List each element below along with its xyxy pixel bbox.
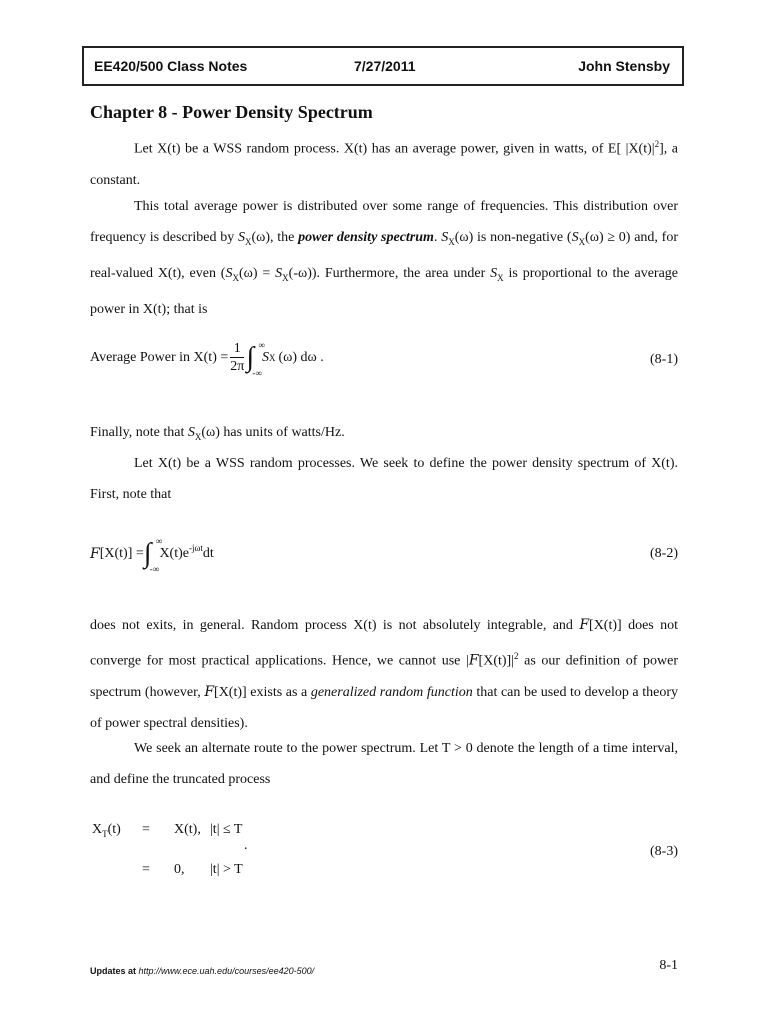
equation-8-3	[90, 822, 678, 882]
eq3-dot: .	[244, 838, 248, 853]
case-1-value: X(t),	[174, 822, 201, 837]
sx-symbol: S	[571, 230, 579, 245]
paragraph-6: We seek an alternate route to the power spectrum. Let T > 0 denote the length of a time interval, and define the truncated process	[90, 741, 678, 787]
equation-8-1	[90, 340, 678, 384]
case-2-value: 0,	[174, 862, 185, 877]
header-date: 7/27/2011	[354, 58, 416, 74]
para5-text-d: as our definition of power spectrum (however,	[90, 653, 678, 700]
fourier-operator-symbol: F	[90, 546, 100, 562]
equals-sign: =	[142, 862, 150, 877]
sx-symbol: S	[225, 265, 233, 281]
para5-text-f: that can be used to develop a theory of power spectral densities).	[90, 684, 679, 731]
para5-text-b: [X(t)] does not converge for most practical applications. Hence, we cannot use	[90, 618, 679, 669]
footer-url[interactable]: http://www.ece.uah.edu/courses/ee420-500/	[138, 966, 315, 976]
fraction	[230, 340, 244, 375]
chapter-title: Chapter 8 - Power Density Spectrum	[90, 102, 373, 122]
sx-sub: X	[194, 431, 202, 442]
fraction-numerator: 1	[230, 340, 244, 358]
fourier-operator-symbol: F	[204, 683, 215, 700]
equation-number: (8-1)	[650, 352, 678, 367]
equation-number: (8-3)	[650, 844, 678, 859]
eq3-x: X	[92, 822, 103, 837]
sx-symbol: S	[441, 230, 449, 245]
sx-sub: X	[578, 236, 586, 247]
para1-text-d: ], a constant.	[90, 141, 678, 188]
eq2-exponent: -jωt	[188, 543, 203, 553]
sx-symbol: S	[187, 425, 195, 440]
equation-8-1-body	[90, 339, 324, 378]
paragraph-1: Let X(t) be a WSS random process. X(t) has an average power, given in watts, of E[ $|X(t)|^2$], a constant.	[90, 139, 678, 188]
para3-text-b: (ω) has units of watts/Hz.	[201, 425, 345, 440]
page-number: 8-1	[659, 958, 678, 973]
case-2-condition: |t| > T	[210, 862, 243, 877]
equation-8-2	[90, 538, 678, 574]
term-generalized-random-function: generalized random function	[310, 684, 473, 700]
eq2-lhs: [X(t)] =	[99, 546, 144, 561]
para5-sup: 2	[514, 651, 519, 661]
integral-lower-limit: -∞	[252, 367, 262, 378]
integral-upper-limit: ∞	[155, 536, 163, 546]
sx-sub: X	[269, 352, 276, 363]
para2-text-c: .	[433, 230, 442, 245]
eq2-integrand: X(t)e	[159, 546, 189, 561]
footer-prefix: Updates at	[90, 966, 139, 976]
eq2-dt: dt	[202, 546, 214, 561]
para5-text-c: [X(t)]	[478, 653, 512, 669]
paragraph-5: does not exits, in general. Random process X(t) is not absolutely integrable, and F[X(t)] does not converge for most practical applications. Hence, we cannot use $|F[X(t)]|^2$ as our definition of power spectrum (however, F[X(t)] exists as a generalized random function that can be used to develop a theory of power spectral densities).	[90, 617, 679, 731]
para2-text-d: (ω) is non-negative (	[454, 230, 572, 245]
para2-text-a: This total average power is distributed over some range of frequencies. This distribution over frequency is described by	[90, 199, 678, 245]
case-1-condition: |t| ≤ T	[210, 822, 243, 837]
sx-sub: X	[232, 272, 239, 283]
course-title: EE420/500 Class Notes	[94, 58, 248, 74]
fourier-operator-symbol: F	[579, 617, 590, 633]
integral-upper-limit: ∞	[258, 339, 265, 350]
paragraph-2	[90, 191, 678, 325]
eq3-lhs	[92, 822, 121, 839]
integral-lower-limit: -∞	[149, 564, 160, 574]
para2-text-g: (-ω)). Furthermore, the area under	[288, 265, 491, 281]
term-power-density-spectrum: power density spectrum	[298, 230, 434, 245]
para3-text-a: Finally, note that	[90, 425, 188, 440]
eq1-lhs: Average Power in X(t) =	[90, 349, 229, 365]
eq3-arg: (t)	[107, 822, 121, 837]
fourier-operator-symbol: F	[468, 652, 479, 669]
eq3-sub: T	[102, 828, 108, 839]
para5-text-e: [X(t)] exists as a	[214, 684, 311, 700]
sx-symbol: S	[275, 265, 283, 281]
paragraph-4: Let X(t) be a WSS random processes. We seek to define the power density spectrum of X(t). First, note that	[90, 456, 678, 502]
sx-symbol: S	[237, 230, 245, 245]
footer-updates	[90, 966, 314, 976]
fraction-denominator: 2π	[230, 359, 245, 374]
header-box	[82, 46, 684, 86]
equation-8-2-body	[90, 536, 214, 574]
para1-text-b: X(t)	[628, 141, 652, 157]
sx-sub: X	[497, 272, 504, 283]
para5-text-a: does not exits, in general. Random process X(t) is not absolutely integrable, and	[90, 618, 580, 633]
para2-text-h: is proportional to the average power in X(t); that is	[90, 265, 679, 317]
integral-sign: ∫ ∞ -∞	[246, 339, 265, 378]
sx-sub: X	[282, 272, 289, 283]
para2-text-b: (ω), the	[251, 230, 299, 245]
author-name: John Stensby	[578, 58, 670, 74]
equation-number: (8-2)	[650, 546, 678, 561]
integral-sign: ∫ ∞ -∞	[143, 536, 163, 574]
equals-sign: =	[142, 822, 150, 837]
eq1-rhs: (ω) dω .	[278, 349, 324, 365]
sx-symbol: S	[262, 349, 270, 365]
sx-sub: X	[244, 236, 252, 247]
para1-sup: 2	[654, 139, 660, 149]
sx-sub: X	[448, 236, 455, 247]
para2-text-f: (ω) =	[238, 265, 276, 281]
para2-text-e: (ω) ≥ 0) and, for real-valued X(t), even (	[90, 230, 678, 281]
sx-symbol: S	[490, 265, 498, 281]
para1-text-a: Let X(t) be a WSS random process. X(t) has an average power, given in watts, of E[	[134, 141, 622, 157]
